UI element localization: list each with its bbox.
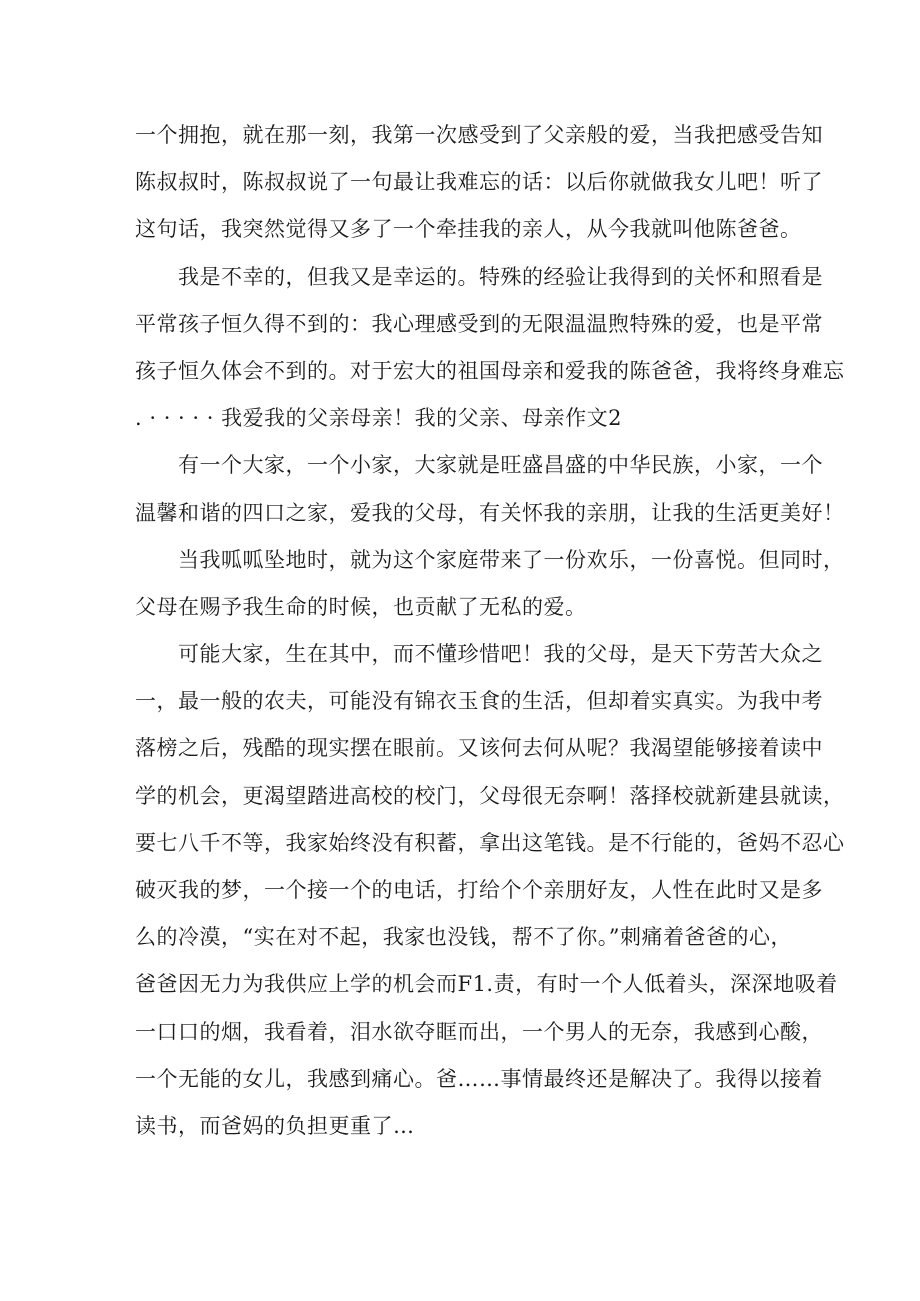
text-line: 一口口的烟，我看着，泪水欲夺眶而出，一个男人的无奈，我感到心酸， bbox=[135, 1019, 823, 1044]
text-line: 爸爸因无力为我供应上学的机会而F1.责，有时一个人低着头，深深地吸着 bbox=[135, 972, 838, 997]
text-line: 陈叔叔时，陈叔叔说了一句最让我难忘的话：以后你就做我女儿吧！听了 bbox=[135, 170, 823, 195]
text-line: 我是不幸的，但我又是幸运的。特殊的经验让我得到的关怀和照看是 bbox=[135, 264, 823, 289]
text-line: 这句话，我突然觉得又多了一个牵挂我的亲人，从今我就叫他陈爸爸。 bbox=[135, 217, 802, 242]
text-line: 温馨和谐的四口之家，爱我的父母，有关怀我的亲朋，让我的生活更美好！ bbox=[135, 500, 845, 525]
text-line: 可能大家，生在其中，而不懂珍惜吧！我的父母，是天下劳苦大众之 bbox=[135, 642, 823, 667]
text-line: 一个无能的女儿，我感到痛心。爸……事情最终还是解决了。我得以接着 bbox=[135, 1066, 823, 1091]
text-line: 父母在赐予我生命的时候，也贡献了无私的爱。 bbox=[135, 594, 587, 619]
essay-title-line: . · · · · · 我爱我的父亲母亲！我的父亲、母亲作文2 bbox=[135, 406, 622, 431]
text-line: 读书，而爸妈的负担更重了… bbox=[135, 1113, 415, 1138]
text-line: 平常孩子恒久得不到的：我心理感受到的无限温温煦特殊的爱，也是平常 bbox=[135, 311, 823, 336]
text-line: 落榜之后，残酷的现实摆在眼前。又该何去何从呢？我渴望能够接着读中 bbox=[135, 736, 823, 761]
text-line: 破灭我的梦，一个接一个的电话，打给个个亲朋好友，人性在此时又是多 bbox=[135, 878, 823, 902]
text-line: 有一个大家，一个小家，大家就是旺盛昌盛的中华民族，小家，一个 bbox=[135, 453, 823, 478]
text-line: 当我呱呱坠地时，就为这个家庭带来了一份欢乐，一份喜悦。但同时， bbox=[135, 547, 845, 572]
text-line: 么的冷漠，“实在对不起，我家也没钱，帮不了你。”刺痛着爸爸的心， bbox=[135, 925, 792, 950]
text-line: 孩子恒久体会不到的。对于宏大的祖国母亲和爱我的陈爸爸，我将终身难忘 bbox=[135, 358, 845, 383]
essay-body bbox=[135, 112, 845, 1150]
text-line: 一，最一般的农夫，可能没有锦衣玉食的生活，但却着实真实。为我中考 bbox=[135, 689, 823, 714]
text-line: 一个拥抱，就在那一刻，我第一次感受到了父亲般的爱，当我把感受告知 bbox=[135, 123, 823, 147]
text-line: 要七八千不等，我家始终没有积蓄，拿出这笔钱。是不行能的，爸妈不忍心 bbox=[135, 830, 845, 855]
text-line: 学的机会，更渴望踏进高校的校门，父母很无奈啊！落择校就新建县就读， bbox=[135, 783, 845, 808]
